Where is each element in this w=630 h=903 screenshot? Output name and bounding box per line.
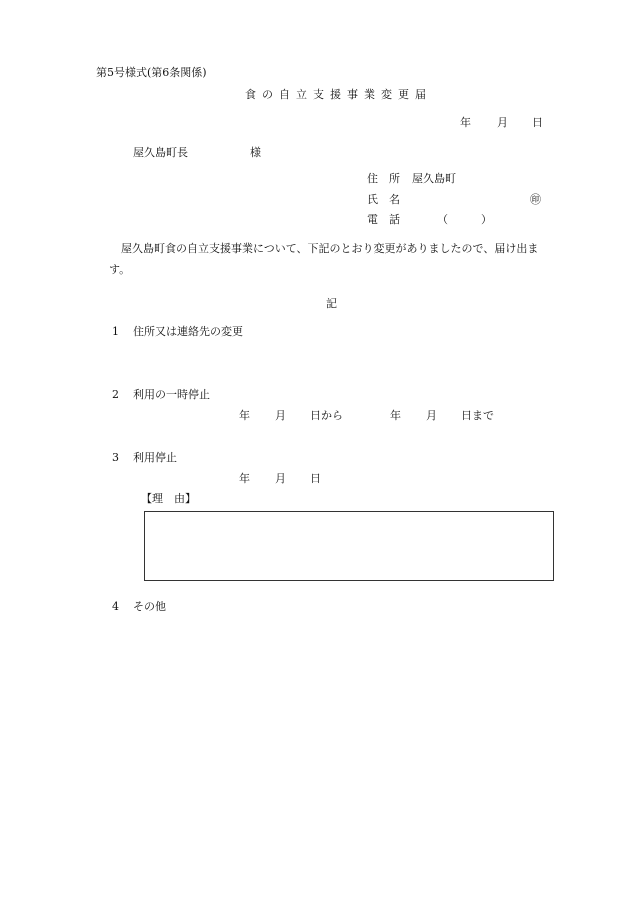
item-2-to-year: 年: [390, 409, 401, 422]
item-1-number: 1: [112, 325, 119, 338]
date-day-label: 日: [532, 116, 543, 129]
reason-box[interactable]: [144, 511, 554, 581]
address-value: 屋久島町: [412, 172, 456, 185]
body-line-1: 屋久島町食の自立支援事業について、下記のとおり変更がありましたので、届け出ま: [121, 242, 539, 255]
ki-heading: 記: [326, 297, 337, 310]
item-2-to-day: 日まで: [461, 409, 494, 422]
body-line-2: す。: [109, 263, 131, 276]
item-3-number: 3: [112, 451, 119, 464]
addressee-honorific: 様: [250, 146, 261, 159]
item-4-label: その他: [133, 600, 166, 613]
item-2-from-month: 月: [275, 409, 286, 422]
item-2-to-month: 月: [426, 409, 437, 422]
name-label: 氏 名: [367, 193, 400, 206]
item-3-label: 利用停止: [133, 451, 177, 464]
item-2-from-day: 日から: [310, 409, 343, 422]
item-2-number: 2: [112, 388, 119, 401]
form-number: 第5号様式(第6条関係): [96, 66, 207, 79]
phone-parentheses: （ ）: [437, 213, 492, 226]
reason-label: 【理 由】: [141, 492, 196, 505]
item-2-from-year: 年: [239, 409, 250, 422]
addressee-name: 屋久島町長: [133, 146, 188, 159]
item-3-day: 日: [310, 472, 321, 485]
date-year-label: 年: [460, 116, 471, 129]
document-title: 食の自立支援事業変更届: [245, 88, 432, 101]
item-3-year: 年: [239, 472, 250, 485]
item-1-label: 住所又は連絡先の変更: [133, 325, 243, 338]
phone-label: 電 話: [367, 213, 400, 226]
item-3-month: 月: [275, 472, 286, 485]
address-label: 住 所: [367, 172, 400, 185]
seal-mark: ㊞: [530, 193, 541, 206]
item-2-label: 利用の一時停止: [133, 388, 210, 401]
date-month-label: 月: [497, 116, 508, 129]
item-4-number: 4: [112, 600, 119, 613]
